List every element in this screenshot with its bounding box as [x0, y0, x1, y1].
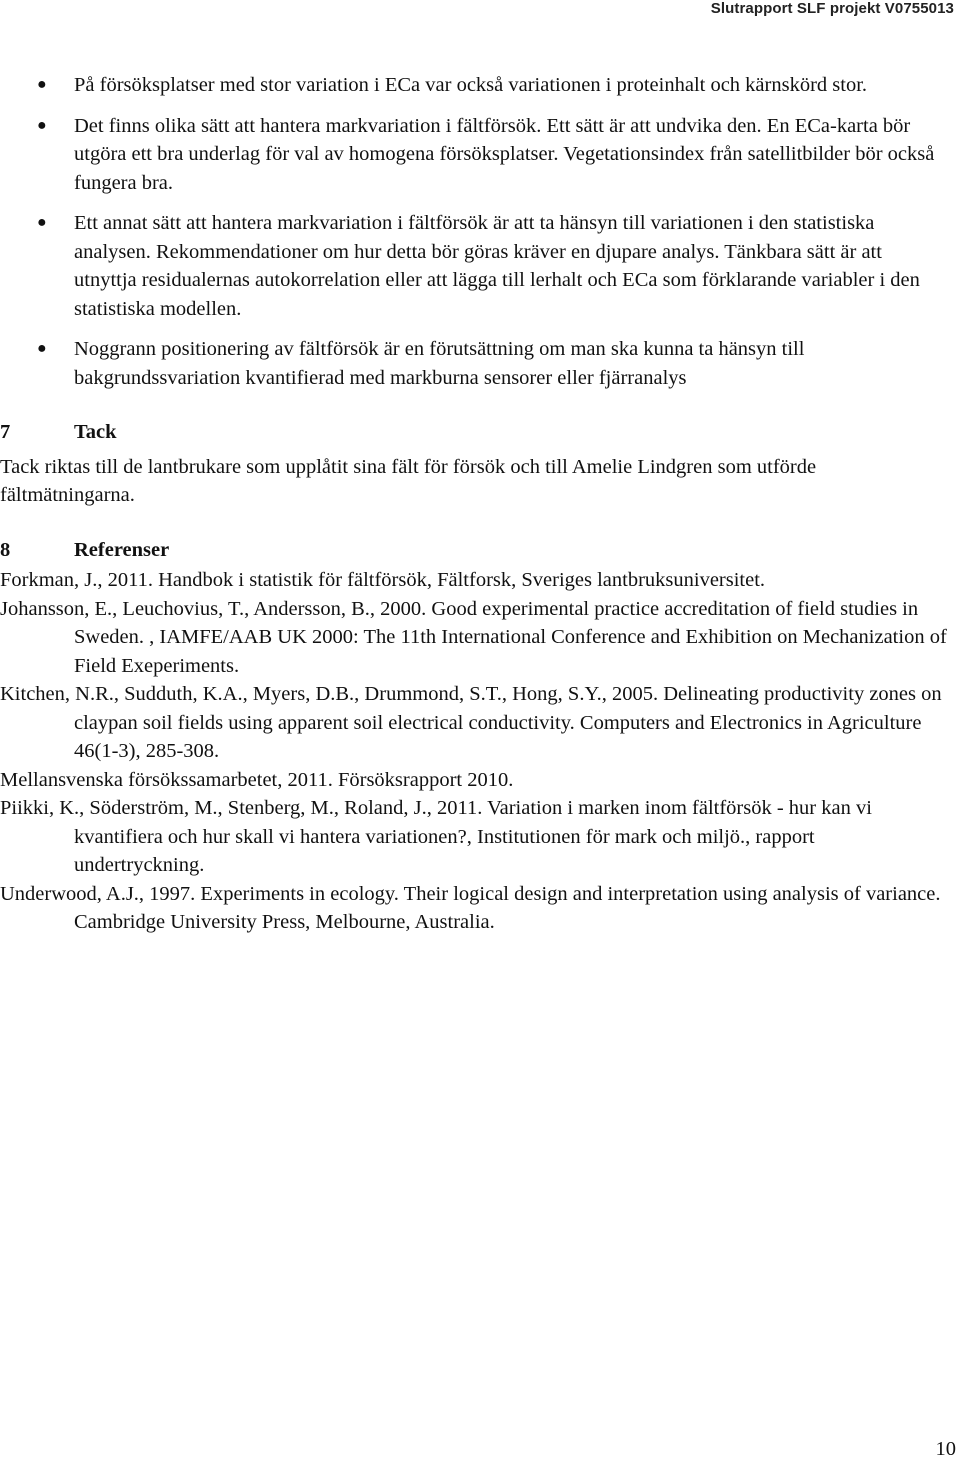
reference-item: Forkman, J., 2011. Handbok i statistik för fältförsök, Fältforsk, Sveriges lantbruksuniversitet.: [0, 569, 766, 591]
list-item-text: Noggrann positionering av fältförsök är en förutsättning om man ska kunna ta hänsyn till bakgrundssvariation kvantifierad med markburna sensorer eller fjärranalys: [74, 338, 805, 389]
list-item-text: Det finns olika sätt att hantera markvariation i fältförsök. Ett sätt är att undvika den. En ECa-karta bör utgöra ett bra underlag för val av homogena försöksplatser. Vegetationsindex från satellitbilder bör också fungera bra.: [74, 114, 935, 194]
document-body: [0, 71, 958, 937]
reference-item: Kitchen, N.R., Sudduth, K.A., Myers, D.B., Drummond, S.T., Hong, S.Y., 2005. Delineating productivity zones on claypan soil fields using apparent soil electrical conductivity. Computers and Electronics in Agriculture 46(1-3), 285-308.: [0, 683, 942, 762]
reference-list: [0, 566, 958, 937]
acknowledgement-paragraph: Tack riktas till de lantbrukare som upplåtit sina fält för försök och till Amelie Lindgren som utförde fältmätningarna.: [0, 455, 817, 506]
section-title: Tack: [74, 421, 117, 443]
section-heading-tack: [0, 418, 958, 447]
reference-item: Piikki, K., Söderström, M., Stenberg, M., Roland, J., 2011. Variation i marken inom fältförsök - hur kan vi kvantifiera och hur skall vi hantera variationen?, Institutionen för mark och miljö., rapport undertryckning.: [0, 797, 872, 876]
list-item: [0, 209, 958, 323]
reference-item: Underwood, A.J., 1997. Experiments in ecology. Their logical design and interpretation using analysis of variance. Cambridge University Press, Melbourne, Australia.: [0, 882, 941, 933]
bullet-icon: ●: [37, 116, 47, 134]
list-item-text: På försöksplatser med stor variation i ECa var också variationen i proteinhalt och kärnskörd stor.: [74, 74, 868, 96]
section-number: 8: [0, 538, 11, 561]
running-header: Slutrapport SLF projekt V0755013: [710, 0, 954, 17]
page-number: 10: [935, 1438, 956, 1460]
conclusion-list: [0, 71, 958, 392]
reference-item: Mellansvenska försökssamarbetet, 2011. Försöksrapport 2010.: [0, 768, 514, 791]
list-item: [0, 112, 958, 198]
reference-item: Johansson, E., Leuchovius, T., Andersson, B., 2000. Good experimental practice accreditation of field studies in Sweden. , IAMFE/AAB UK 2000: The 11th International Conference and Exhibition on Mechanization of Field Exeperiments.: [0, 597, 947, 677]
bullet-icon: ●: [37, 76, 47, 93]
bullet-icon: ●: [37, 340, 47, 357]
section-title: Referenser: [74, 538, 170, 561]
list-item: [0, 71, 958, 100]
list-item: [0, 335, 958, 392]
list-item-text: Ett annat sätt att hantera markvariation i fältförsök är att ta hänsyn till variationen i den statistiska analysen. Rekommendationer om hur detta bör göras kräver en djupare analys. Tänkbara sätt är att utnyttja residualernas autokorrelation eller att lägga till lerhalt och ECa som förklarande variabler i den statistiska modellen.: [74, 212, 920, 320]
section-heading-referenser: [0, 536, 958, 565]
section-number: 7: [0, 421, 11, 443]
bullet-icon: ●: [37, 214, 47, 231]
